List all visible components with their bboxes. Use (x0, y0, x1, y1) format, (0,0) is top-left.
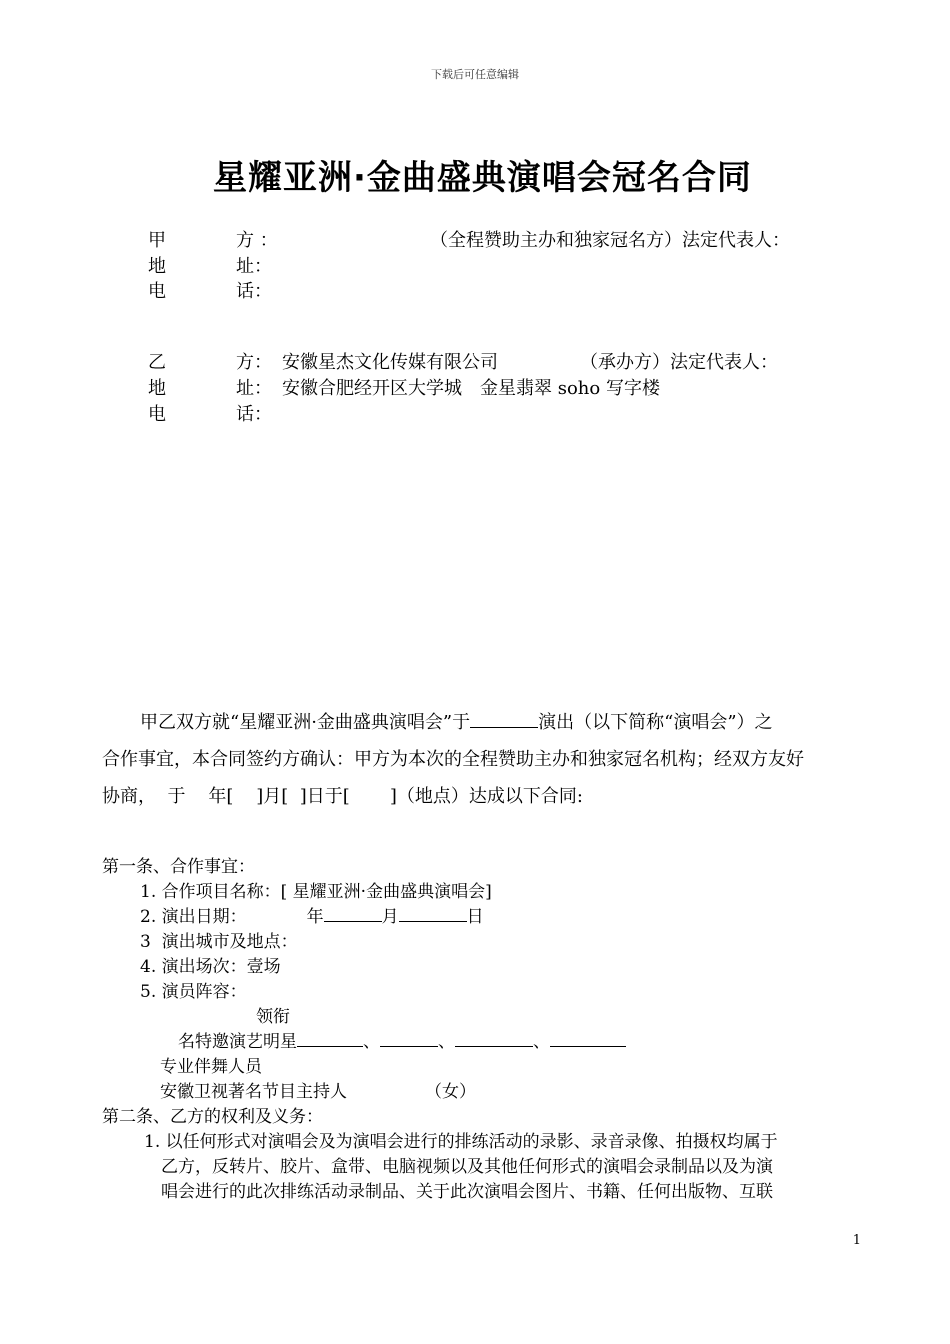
party-b-label: 乙 (148, 352, 166, 373)
party-a-phone-label: 电 (148, 281, 166, 302)
month-blank (324, 904, 382, 922)
article-1-item-5: 5. 演员阵容： (140, 982, 247, 1002)
article-2-item-1-line-1: 1. 以任何形式对演唱会及为演唱会进行的排练活动的录影、录音录像、拍摄权均属于 (144, 1132, 778, 1152)
day-label: 日 (466, 907, 484, 927)
performance-date-blank (470, 710, 538, 728)
party-a-role: （全程赞助主办和独家冠名方）法定代表人： (430, 230, 790, 251)
party-a-address-label: 地 (148, 256, 166, 277)
party-b-address-label: 地 (148, 378, 166, 399)
guest-blank-1 (297, 1029, 363, 1047)
article-1-item-3: 3 演出城市及地点： (140, 932, 298, 952)
intro-line-1-start: 甲乙双方就“星耀亚洲·金曲盛典演唱会”于 (140, 712, 471, 733)
article-2-heading: 第二条、乙方的权利及义务： (102, 1107, 323, 1127)
party-b-address-label-suffix: 址： (236, 378, 272, 399)
performance-date-label: 2. 演出日期： (140, 907, 247, 927)
header-note: 下载后可任意编辑 (431, 68, 519, 81)
guest-blank-2 (380, 1029, 438, 1047)
day-blank (399, 904, 467, 922)
party-b-role: （承办方）法定代表人： (580, 352, 778, 373)
party-a-address-label-suffix: 址： (236, 256, 272, 277)
document-title: 星耀亚洲·金曲盛典演唱会冠名合同 (213, 158, 752, 198)
intro-line-2: 合作事宜，本合同签约方确认：甲方为本次的全程赞助主办和独家冠名机构；经双方友好 (102, 749, 804, 770)
intro-line-3: 协商， 于 年[ ]月[ ]日于[ ]（地点）达成以下合同: (102, 786, 583, 807)
guest-separator-1: 、 (363, 1032, 380, 1052)
dancers-line: 专业伴舞人员 (160, 1057, 262, 1077)
article-2-item-1-line-2: 乙方，反转片、胶片、盒带、电脑视频以及其他任何形式的演唱会录制品以及为演 (161, 1157, 773, 1177)
page-number: 1 (852, 1233, 861, 1248)
host-gender: （女） (425, 1082, 476, 1102)
month-label: 月 (381, 907, 399, 927)
intro-line-1-end: 演出（以下简称“演唱会”）之 (538, 712, 773, 733)
party-b-phone-label-suffix: 话： (236, 404, 272, 425)
guest-blank-3 (455, 1029, 533, 1047)
article-1-item-4: 4. 演出场次：壹场 (140, 957, 281, 977)
article-1-item-2 (140, 902, 484, 927)
article-2-item-1-line-3: 唱会进行的此次排练活动录制品、关于此次演唱会图片、书籍、任何出版物、互联 (161, 1182, 773, 1202)
party-b-address: 安徽合肥经开区大学城 金星翡翠 soho 写字楼 (282, 378, 660, 399)
lead-performer-label: 领衔 (256, 1007, 290, 1027)
guest-blank-4 (550, 1029, 626, 1047)
guest-stars-label: 名特邀演艺明星 (178, 1032, 297, 1052)
guest-stars-line (178, 1027, 626, 1052)
article-1-item-1: 1. 合作项目名称：[ 星耀亚洲·金曲盛典演唱会] (140, 882, 492, 902)
party-b-name: 安徽星杰文化传媒有限公司 (282, 352, 498, 373)
party-a-label-suffix: 方 ： (236, 230, 278, 251)
guest-separator-2: 、 (438, 1032, 455, 1052)
year-label: 年 (306, 907, 324, 927)
host-line: 安徽卫视著名节目主持人 (160, 1082, 347, 1102)
party-b-phone-label: 电 (148, 404, 166, 425)
party-a-phone-label-suffix: 话： (236, 281, 272, 302)
intro-line-1 (140, 708, 773, 734)
guest-separator-3: 、 (533, 1032, 550, 1052)
party-a-label: 甲 (148, 230, 166, 251)
party-b-label-suffix: 方： (236, 352, 272, 373)
article-1-heading: 第一条、合作事宜： (102, 857, 255, 877)
